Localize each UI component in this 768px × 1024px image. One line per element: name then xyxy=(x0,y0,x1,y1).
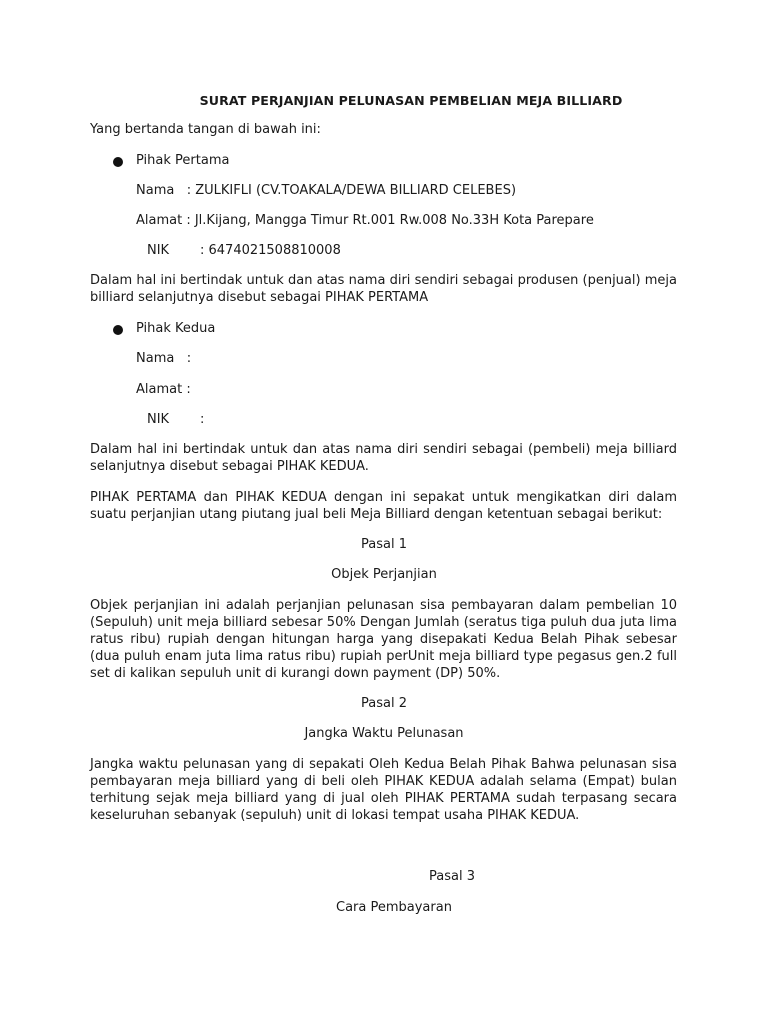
pasal-1-body: Objek perjanjian ini adalah perjanjian pelunasan sisa pembayaran dalam pembelian 10 (Sepuluh) unit meja billiard sebesar 50% Dengan Jumlah (seratus tiga puluh dua juta lima ratus ribu) rupiah dengan hitungan harga yang disepakati Kedua Belah Pihak sebesar (dua puluh enam juta lima ratus ribu) rupiah perUnit meja billiard type pegasus gen.2 full set di kalikan sepuluh unit di kurangi down payment (DP) 50%. xyxy=(90,598,677,681)
intro-text: Yang bertanda tangan di bawah ini: xyxy=(90,122,321,137)
pasal-2-body: Jangka waktu pelunasan yang di sepakati Oleh Kedua Belah Pihak Bahwa pelunasan sisa pembayaran meja billiard yang di beli oleh PIHAK KEDUA adalah selama (Empat) bulan terhitung sejak meja billiard yang di jual oleh PIHAK PERTAMA sudah terpasang secara keseluruhan sebanyak (sepuluh) unit di lokasi tempat usaha PIHAK KEDUA. xyxy=(90,757,677,823)
pihak-kedua-heading: Pihak Kedua xyxy=(136,321,216,336)
agreement-text: PIHAK PERTAMA dan PIHAK KEDUA dengan ini sepakat untuk mengikatkan diri dalam suatu perjanjian utang piutang jual beli Meja Billiard dengan ketentuan sebagai berikut: xyxy=(90,490,677,522)
pasal-3-heading: Cara Pembayaran xyxy=(336,900,452,915)
pasal-1-heading: Objek Perjanjian xyxy=(331,567,437,582)
pihak-kedua-description: Dalam hal ini bertindak untuk dan atas nama diri sendiri sebagai (pembeli) meja billiard selanjutnya disebut sebagai PIHAK KEDUA. xyxy=(90,442,677,474)
bullet-icon xyxy=(113,157,123,167)
document-title: SURAT PERJANJIAN PELUNASAN PEMBELIAN MEJA BILLIARD xyxy=(199,93,623,108)
pihak-kedua-nik-label: NIK xyxy=(147,412,170,427)
pihak-pertama-nik-label: NIK xyxy=(147,243,170,258)
pihak-pertama-description: Dalam hal ini bertindak untuk dan atas nama diri sendiri sebagai produsen (penjual) meja billiard selanjutnya disebut sebagai PIHAK PERTAMA xyxy=(90,273,677,305)
pihak-kedua-nik-value: : xyxy=(200,412,205,427)
pasal-1-number: Pasal 1 xyxy=(361,537,407,552)
pasal-3-number: Pasal 3 xyxy=(429,869,475,884)
pihak-pertama-nama: Nama : ZULKIFLI (CV.TOAKALA/DEWA BILLIARD CELEBES) xyxy=(136,183,517,198)
pihak-pertama-nik-value: : 6474021508810008 xyxy=(200,243,341,258)
pihak-pertama-alamat: Alamat : Jl.Kijang, Mangga Timur Rt.001 Rw.008 No.33H Kota Parepare xyxy=(136,213,594,228)
bullet-icon xyxy=(113,325,123,335)
pasal-2-heading: Jangka Waktu Pelunasan xyxy=(304,726,464,741)
pasal-2-number: Pasal 2 xyxy=(361,696,407,711)
pihak-kedua-alamat: Alamat : xyxy=(136,382,191,397)
pihak-pertama-heading: Pihak Pertama xyxy=(136,153,230,168)
pihak-kedua-nama: Nama : xyxy=(136,351,192,366)
